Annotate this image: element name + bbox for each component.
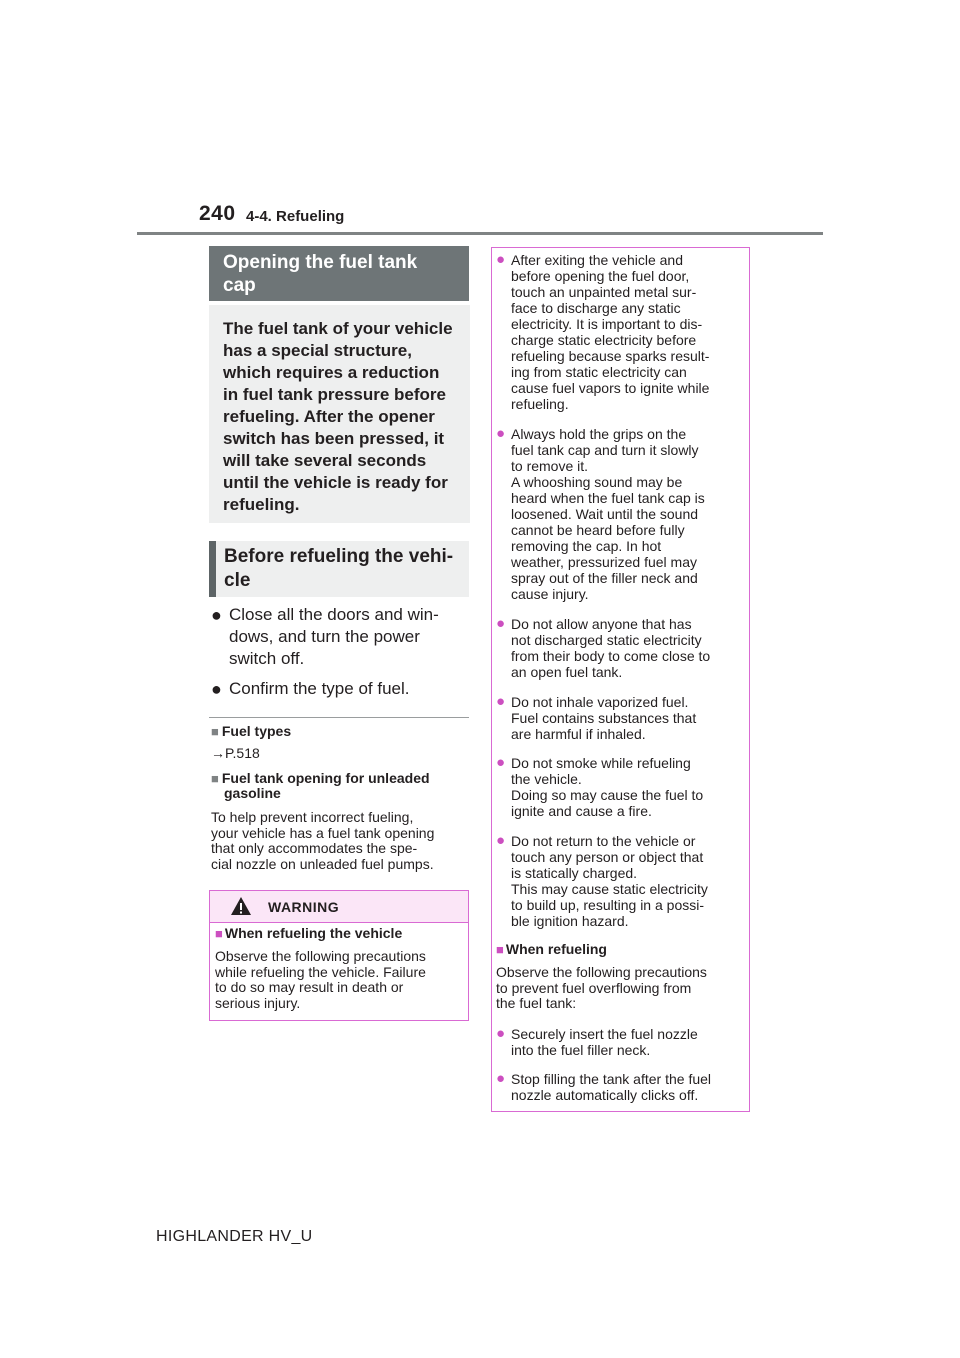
warning-label: WARNING [268,899,340,915]
bullet-icon: ● [496,615,506,632]
bullet-icon: ● [496,1070,506,1087]
subheading-when-refueling: ■ When refueling [496,941,607,957]
before-refueling-list [211,604,469,708]
list-item: ● Securely insert the fuel nozzle into the fuel filler neck. [496,1025,698,1058]
warning-header [210,891,468,923]
square-bullet-icon: ■ [496,942,504,957]
fuel-tank-opening-body: To help prevent incorrect fueling, your vehicle has a fuel tank opening that only accommodates the spe- cial nozzle on unleaded fuel pumps. [211,809,435,872]
when-refueling-body: Observe the following precautions to prevent fuel overflowing from the fuel tank: [496,964,707,1011]
list-item: ● Always hold the grips on the fuel tank cap and turn it slowly to remove it. A whooshing sound may be heard when the fuel tank cap is loosened. Wait until the sound cannot be heard before fully removing the cap. In hot weather, pressurized fuel may spray out of the filler neck and cause injury. [496,425,705,602]
bullet-icon: ● [496,425,506,442]
section-title: 4-4. Refueling [246,208,345,225]
list-item: ● Do not allow anyone that has not discharged static electricity from their body to come close to an open fuel tank. [496,615,711,680]
divider [209,717,469,718]
warning-triangle-icon [230,896,252,916]
square-bullet-icon: ■ [211,771,219,786]
square-bullet-icon: ■ [211,724,219,739]
footer-model: HIGHLANDER HV_U [156,1228,313,1245]
bullet-icon: ● [211,679,222,699]
bullet-icon: ● [496,754,506,771]
bullet-icon: ● [496,251,506,268]
square-bullet-icon: ■ [215,926,223,941]
header-rule [137,232,823,235]
section-heading-before-refueling: Before refueling the vehi- cle [209,541,469,597]
list-item: ● Do not inhale vaporized fuel. Fuel contains substances that are harmful if inhaled. [496,693,697,742]
warning-box [209,890,469,1021]
bullet-icon: ● [211,605,222,625]
list-item: ● Do not return to the vehicle or touch any person or object that is statically charged. This may cause static electricity to build up, resulting in a possi- ble ignition hazard. [496,832,708,929]
bullet-icon: ● [496,693,506,710]
page-number: 240 [199,202,236,225]
section-heading-opening-fuel-tank-cap: Opening the fuel tank cap [209,246,469,301]
list-item: ● Confirm the type of fuel. [211,679,410,699]
intro-text-box: The fuel tank of your vehicle has a special structure, which requires a reduction in fuel tank pressure before refueling. After the opener switch has been pressed, it will take several seconds until the vehicle is ready for refueling. [209,305,470,523]
list-item: ● After exiting the vehicle and before opening the fuel door, touch an unpainted metal sur- face to discharge any static electricity. It is important to dis- charge static electricity before refueling because sparks result- ing from static electricity can cause fuel vapors to ignite while refueling. [496,251,710,412]
list-item: ● Close all the doors and win- dows, and turn the power switch off. [211,605,439,668]
fuel-types-page-reference[interactable]: →P.518 [211,745,260,761]
bullet-icon: ● [496,1025,506,1042]
list-item: ● Do not smoke while refueling the vehicle. Doing so may cause the fuel to ignite and cause a fire. [496,754,704,819]
warning-body: Observe the following precautions while refueling the vehicle. Failure to do so may result in death or serious injury. [215,948,426,1011]
subheading-fuel-types: ■ Fuel types [211,723,292,739]
list-item: ● Stop filling the tank after the fuel nozzle automatically clicks off. [496,1070,712,1103]
bullet-icon: ● [496,832,506,849]
subheading-fuel-tank-opening: ■ Fuel tank opening for unleaded gasoline [211,770,430,801]
warning-heading: ■ When refueling the vehicle [215,925,403,941]
warning-continued-box [491,247,750,1112]
